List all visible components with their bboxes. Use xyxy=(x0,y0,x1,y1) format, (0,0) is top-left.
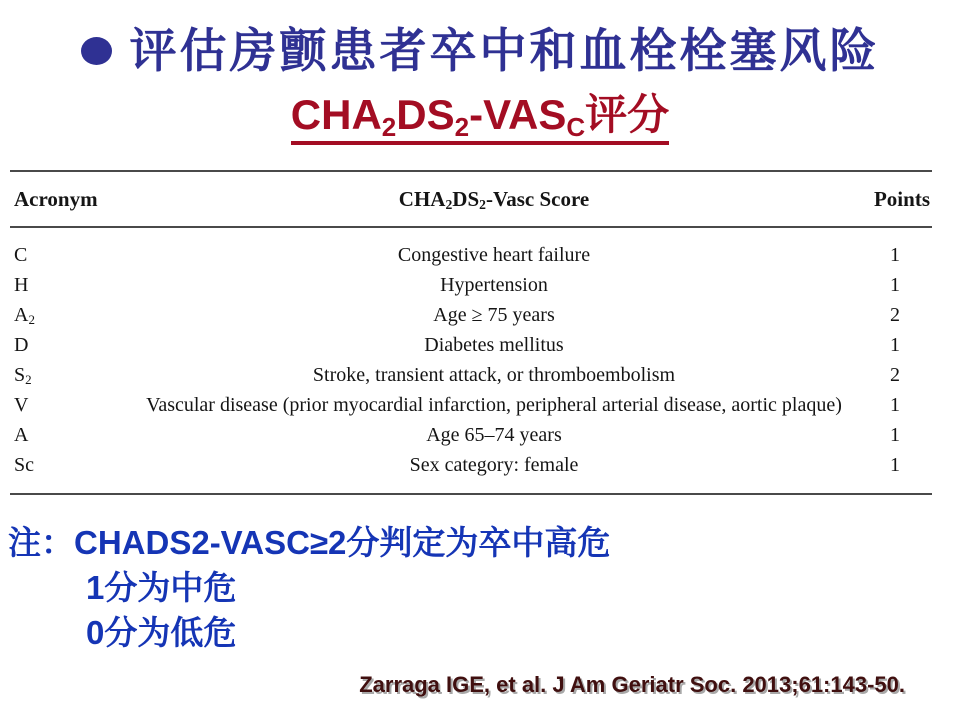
subtitle-part: -VAS xyxy=(469,91,567,138)
subtitle-subscript: C xyxy=(566,112,586,143)
table-row xyxy=(10,330,932,360)
points-cell: 1 xyxy=(890,453,900,476)
score-header-part: CHA xyxy=(398,186,446,211)
bullet-icon xyxy=(81,37,112,65)
acronym-cell: $S_2$ xyxy=(14,363,32,387)
acronym-cell: H xyxy=(14,273,29,296)
criterion-cell: Sex category: female xyxy=(409,453,579,476)
acronym-subscript: 2 xyxy=(25,371,32,387)
subtitle-subscript: 2 xyxy=(454,112,470,143)
table-body xyxy=(10,228,932,493)
points-cell: 2 xyxy=(890,303,900,326)
criterion-cell: Age ≥ 75 years xyxy=(433,303,555,326)
subtitle-part: DS xyxy=(396,91,455,138)
acronym-cell: $A_2$ xyxy=(14,303,35,327)
subtitle-subscript: 2 xyxy=(381,112,397,143)
score-header-part: -Vasc Score xyxy=(485,186,590,211)
score-table xyxy=(10,170,932,495)
points-column-header: Points xyxy=(873,186,930,211)
acronym-cell: C xyxy=(14,243,28,266)
table-bottom-rule xyxy=(10,493,932,495)
criterion-cell: Age 65–74 years xyxy=(426,423,562,446)
table-row xyxy=(10,270,932,300)
acronym-cell: D xyxy=(14,333,29,356)
subtitle-wrap xyxy=(0,92,960,145)
acronym-cell: A xyxy=(14,423,29,446)
subtitle-part: CHA xyxy=(290,91,382,138)
points-cell: 1 xyxy=(890,243,900,266)
acronym-cell: Sc xyxy=(14,453,34,476)
criterion-cell: Hypertension xyxy=(440,273,548,296)
subtitle xyxy=(291,92,669,145)
points-cell: 2 xyxy=(890,363,900,386)
note-line-2: 1分为中危 xyxy=(86,569,237,606)
table-header-row xyxy=(10,172,932,226)
table-row xyxy=(10,450,932,480)
slide-title-row xyxy=(0,14,960,81)
points-cell: 1 xyxy=(890,393,900,416)
points-cell: 1 xyxy=(890,423,900,446)
criterion-cell: Vascular disease (prior myocardial infarction, peripheral arterial disease, aortic plaque) xyxy=(146,393,842,416)
criterion-cell: Diabetes mellitus xyxy=(424,333,564,356)
note-line-1: 注：CHADS2-VASC≥2分判定为卒中高危 xyxy=(8,524,611,561)
table-row xyxy=(10,420,932,450)
score-header-part: DS xyxy=(452,186,480,211)
note-line-3: 0分为低危 xyxy=(86,614,237,651)
citation: Zarraga IGE, et al. J Am Geriatr Soc. 2013;61:143-50. xyxy=(359,672,905,697)
slide-title: 评估房颤患者卒中和血栓栓塞风险 xyxy=(129,24,880,77)
table-row xyxy=(10,390,932,420)
criterion-cell: Stroke, transient attack, or thromboembolism xyxy=(312,363,676,386)
score-column-header xyxy=(130,187,858,212)
table-row xyxy=(10,300,932,330)
table-row xyxy=(10,240,932,270)
note-block xyxy=(8,520,610,655)
acronym-cell: V xyxy=(14,393,29,416)
score-header-subscript: 2 xyxy=(479,196,486,212)
score-header-subscript: 2 xyxy=(445,196,453,212)
acronym-column-header: Acronym xyxy=(14,186,98,211)
table-row xyxy=(10,360,932,390)
points-cell: 1 xyxy=(890,333,900,356)
points-cell: 1 xyxy=(890,273,900,296)
criterion-cell: Congestive heart failure xyxy=(397,243,591,266)
subtitle-part: 评分 xyxy=(585,91,670,138)
acronym-subscript: 2 xyxy=(28,311,35,327)
